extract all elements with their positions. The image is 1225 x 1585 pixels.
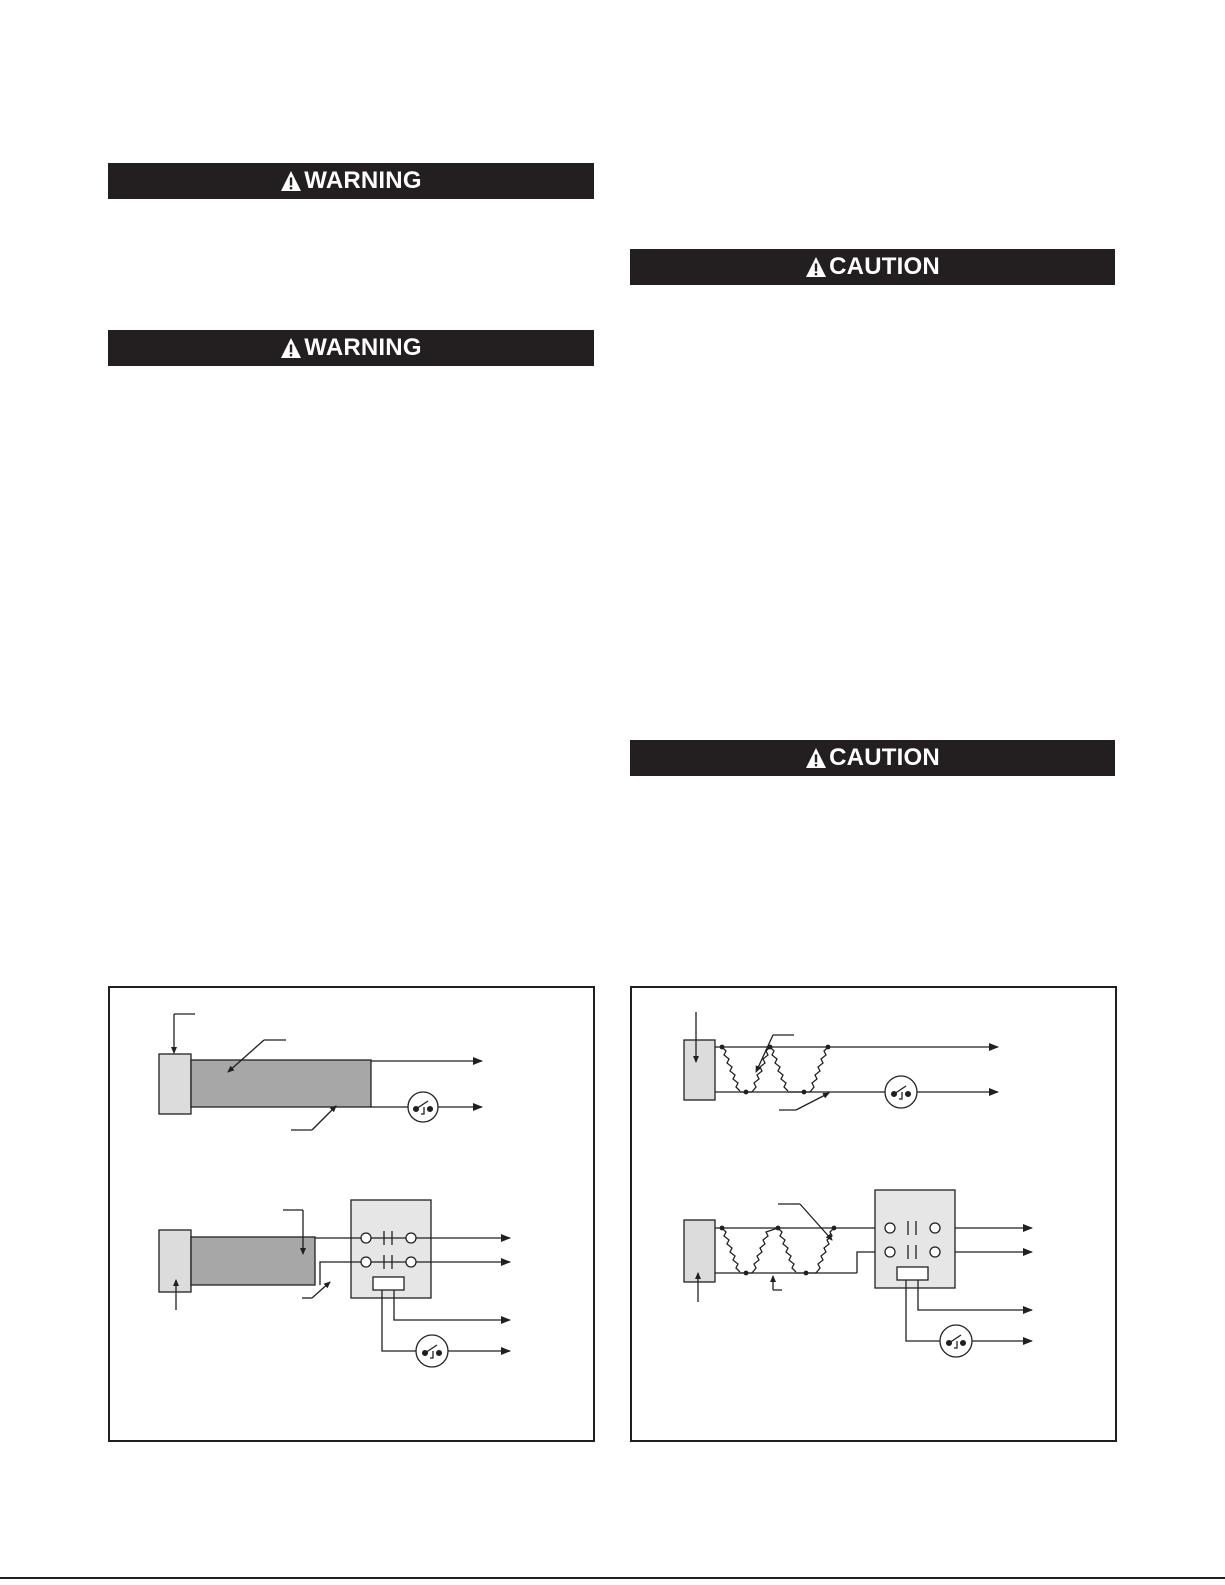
warning-triangle-icon [805, 256, 827, 278]
thermostat-symbol [885, 1076, 917, 1108]
leader-line [312, 1106, 336, 1130]
terminal-box [159, 1230, 191, 1292]
resistor-coil [770, 1047, 788, 1091]
warning-label: WARNING [304, 167, 422, 194]
page-bottom-rule [0, 1577, 1225, 1579]
warning-banner [108, 163, 594, 199]
warning-triangle-icon [280, 337, 302, 359]
terminal-box [159, 1054, 191, 1114]
resistor-coil [816, 1228, 834, 1273]
leader-line [756, 1035, 773, 1072]
warning-triangle-icon [280, 170, 302, 192]
heater-wiring-figure-right [630, 986, 1117, 1442]
resistor-coil [752, 1228, 778, 1273]
heater-element [191, 1237, 315, 1285]
heater-wiring-figure-left [108, 986, 595, 1442]
contactor-coil [373, 1277, 404, 1290]
terminal-box [684, 1220, 715, 1282]
heater-element [191, 1060, 371, 1107]
wiring-diagram [110, 988, 597, 1444]
resistor-coil [722, 1047, 740, 1091]
thermostat-symbol [408, 1092, 438, 1122]
resistor-coil [778, 1228, 796, 1272]
resistor-coil [722, 1228, 740, 1272]
leader-line [796, 1093, 829, 1110]
thermostat-symbol [940, 1325, 972, 1357]
caution-banner [630, 249, 1115, 285]
warning-banner [108, 330, 594, 366]
contactor-coil [897, 1267, 928, 1280]
resistor-coil [752, 1047, 770, 1092]
leader-line [800, 1204, 832, 1240]
caution-label: CAUTION [829, 744, 940, 771]
warning-label: WARNING [304, 334, 422, 361]
caution-label: CAUTION [829, 253, 940, 280]
warning-triangle-icon [805, 747, 827, 769]
terminal-box [684, 1040, 715, 1100]
resistor-coil [810, 1047, 828, 1092]
wiring-diagram [632, 988, 1119, 1444]
caution-banner [630, 740, 1115, 776]
thermostat-symbol [416, 1335, 448, 1367]
